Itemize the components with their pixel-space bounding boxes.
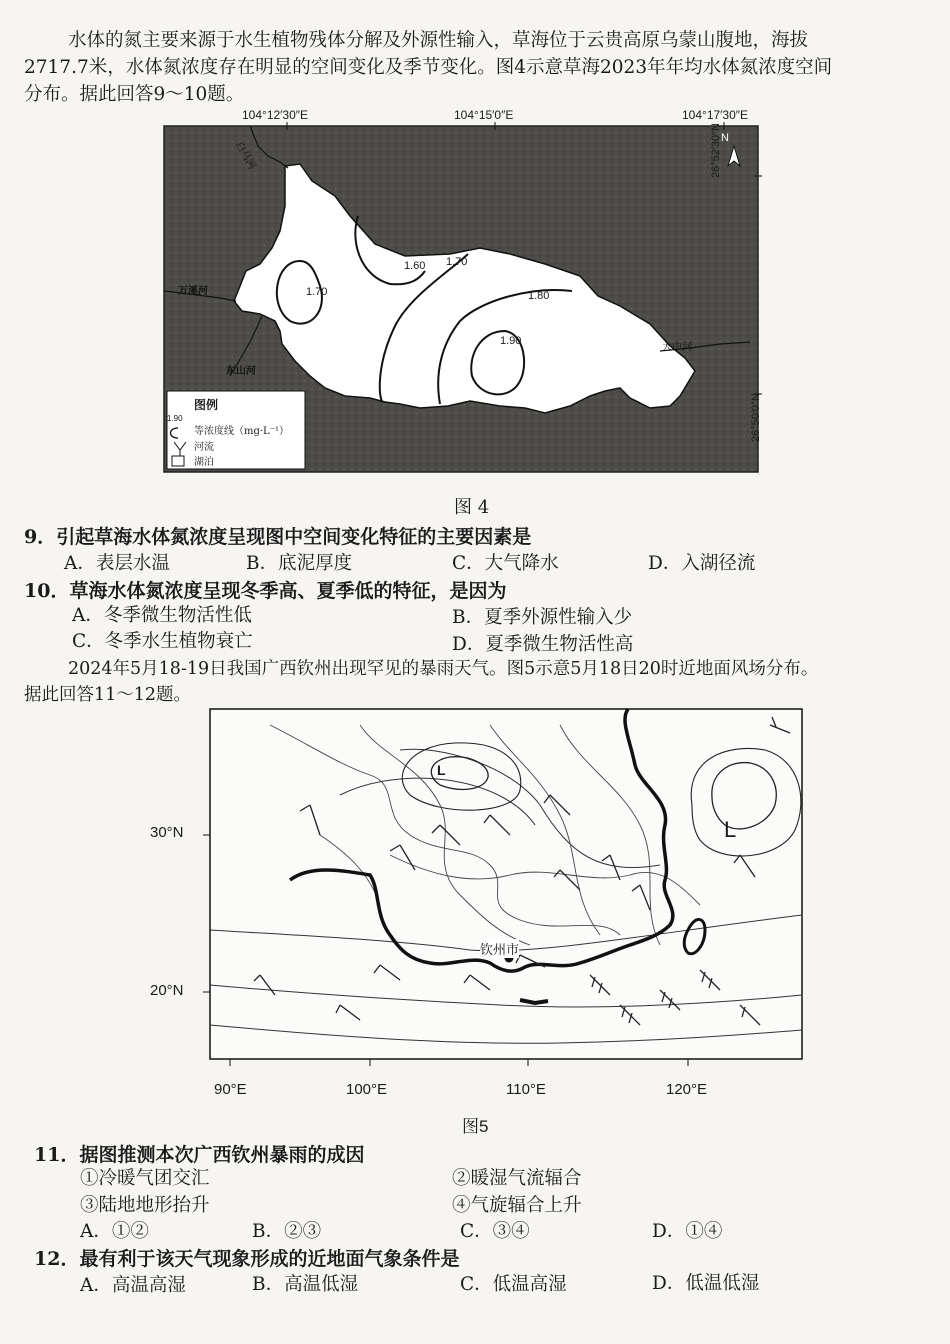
q12-option-c[interactable]: C．低温高湿 <box>460 1274 567 1295</box>
fig5-lon-90: 90°E <box>214 1081 247 1098</box>
q10-option-b[interactable]: B．夏季外源性输入少 <box>452 607 633 628</box>
q9-option-a[interactable]: A．表层水温 <box>64 553 170 574</box>
q10-option-d[interactable]: D．夏季微生物活性高 <box>452 634 634 655</box>
intro1-line-2: 2717.7米，水体氮浓度存在明显的空间变化及季节变化。图4示意草海2023年年均水体氮浓度空间 <box>24 57 833 78</box>
q9-option-b[interactable]: B．底泥厚度 <box>246 553 353 574</box>
isoline-label-3: 1.70 <box>446 256 468 268</box>
legend-lake-text: 湖泊 <box>194 457 214 468</box>
intro1-line-3: 分布。据此回答9～10题。 <box>24 84 245 105</box>
fig5-lon-120: 120°E <box>666 1081 708 1098</box>
intro2-line-2: 据此回答11～12题。 <box>24 685 192 705</box>
fig4-lat-1: 26°52′30″N <box>710 122 722 178</box>
q11-item-3: ③陆地地形抬升 <box>80 1195 210 1216</box>
legend-isoline-value: 1.90 <box>167 414 183 423</box>
q12-option-a[interactable]: A．高温高湿 <box>80 1275 186 1296</box>
legend-isoline-text: 等浓度线（mg·L⁻¹） <box>194 426 289 437</box>
river-label-dongshan: 东山河 <box>226 366 256 377</box>
q11-option-b[interactable]: B．②③ <box>252 1221 322 1242</box>
river-label-baima: 白马河 <box>233 140 258 172</box>
q10-stem: 10．草海水体氮浓度呈现冬季高、夏季低的特征，是因为 <box>24 580 507 602</box>
figure-4 <box>150 106 790 478</box>
legend-title: 图例 <box>194 398 219 412</box>
q12-option-b[interactable]: B．高温低湿 <box>252 1274 359 1295</box>
intro2-line-1: 2024年5月18-19日我国广西钦州出现罕见的暴雨天气。图5示意5月18日20时近地面风场分布。 <box>68 659 819 679</box>
fig4-lat-2: 26°50′0″N <box>750 393 762 442</box>
q9-option-d[interactable]: D．入湖径流 <box>648 553 756 574</box>
low-label-east: L <box>724 817 737 842</box>
isoline-label-5: 1.90 <box>500 335 522 347</box>
q11-item-4: ④气旋辐合上升 <box>452 1195 582 1216</box>
q11-stem: 11．据图推测本次广西钦州暴雨的成因 <box>34 1144 365 1166</box>
fig5-lat-30: 30°N <box>150 824 184 841</box>
q11-option-a[interactable]: A．①② <box>80 1221 149 1242</box>
figure-5 <box>140 705 820 1105</box>
q12-stem: 12．最有利于该天气现象形成的近地面气象条件是 <box>34 1248 460 1270</box>
fig5-lat-20: 20°N <box>150 982 184 999</box>
legend-river-text: 河流 <box>194 442 214 453</box>
fig4-lon-2: 104°15′0″E <box>454 108 514 122</box>
fig5-lon-100: 100°E <box>346 1081 388 1098</box>
q11-option-d[interactable]: D．①④ <box>652 1221 723 1242</box>
isoline-label-1: 1.70 <box>306 286 328 298</box>
north-label: N <box>721 132 729 144</box>
q10-option-a[interactable]: A．冬季微生物活性低 <box>72 605 252 626</box>
q11-item-1: ①冷暖气团交汇 <box>80 1168 210 1189</box>
river-label-wanxi: 万溪河 <box>178 286 208 297</box>
fig5-lon-110: 110°E <box>506 1081 546 1098</box>
fig4-lon-1: 104°12′30″E <box>242 108 309 122</box>
q11-item-2: ②暖湿气流辐合 <box>452 1168 582 1189</box>
fig4-lon-3: 104°17′30″E <box>682 108 749 122</box>
isoline-label-2: 1.60 <box>404 260 426 272</box>
river-label-dazhong: 大中河 <box>662 342 692 353</box>
figure-5-caption: 图5 <box>462 1117 489 1136</box>
q11-option-c[interactable]: C．③④ <box>460 1221 530 1242</box>
legend-lake-symbol-icon <box>172 456 184 466</box>
figure-5-map <box>140 705 820 1105</box>
isoline-label-4: 1.80 <box>528 290 550 302</box>
q9-option-c[interactable]: C．大气降水 <box>452 553 559 574</box>
fig5-frame <box>210 709 802 1059</box>
qinzhou-label: 钦州市 <box>480 939 519 958</box>
q12-option-d[interactable]: D．低温低湿 <box>652 1273 760 1294</box>
q9-stem: 9．引起草海水体氮浓度呈现图中空间变化特征的主要因素是 <box>24 526 532 548</box>
intro1-line-1: 水体的氮主要来源于水生植物残体分解及外源性输入，草海位于云贵高原乌蒙山腹地，海拔 <box>68 30 809 51</box>
figure-4-caption: 图 4 <box>454 497 490 518</box>
low-label-west: L <box>437 762 446 778</box>
q10-option-c[interactable]: C．冬季水生植物衰亡 <box>72 631 253 652</box>
